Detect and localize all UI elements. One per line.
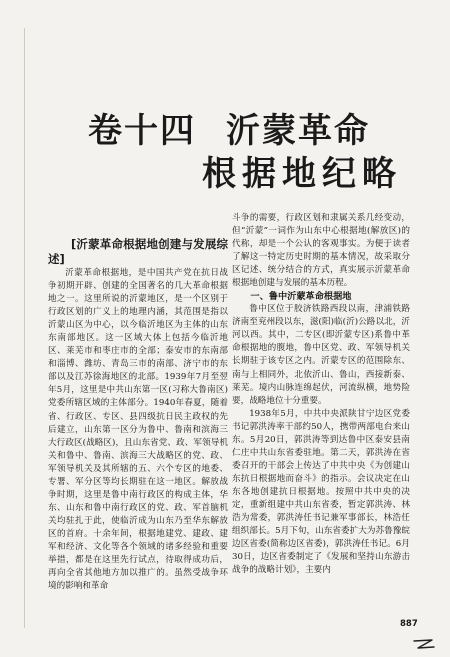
chapter-title-line-1: [88, 103, 370, 152]
handwritten-mark-icon: [412, 638, 436, 650]
section-heading: [沂蒙革命根据地创建与发展综述]: [48, 237, 228, 266]
page-number: 887: [400, 619, 418, 629]
body-paragraph: 斗争的需要，行政区划和隶属关系几经变动，但“沂蒙”一词作为山东中心根据地(解放区)的代称，却是一个公认的客观事实。为便于读者了解这一特定历史时期的基本情况，故采取分区记述、统分结合的方式，真实展示沂蒙革命根据地创建与发展的基本历程。: [232, 213, 410, 289]
right-column: [232, 212, 410, 577]
subsection-heading: 一、鲁中沂蒙革命根据地: [250, 291, 352, 303]
chapter-title-part-1: 沂蒙革命: [226, 111, 370, 151]
chapter-number: 卷十四: [88, 111, 196, 151]
body-paragraph: 1938年5月，中共中央派陕甘宁边区党委书记郭洪涛率干部约50人，携带两部电台来山东。5月20日，郭洪涛等到达鲁中区泰安县南仁庄中共山东省委驻地。第二天，郭洪涛在省委召开的干部会上传达了中共中央《为创建山东抗日根据地而奋斗》的指示。会议决定在山东各地创建抗日根据地。按照中共中央的决定，重新组建中共山东省委，暂定郭洪涛、林浩为常委，郭洪涛任书记兼军事部长，林浩任组织部长。5月下旬，山东省委扩大为苏鲁豫皖边区省委(简称边区省委)，郭洪涛任书记。6月30日，边区省委制定了《发展和坚持山东游击战争的战略计划》，主要内: [232, 408, 410, 576]
left-column: [48, 237, 228, 593]
gutter-shadow: [24, 28, 25, 628]
chapter-title-line-2: 根据地纪略: [202, 154, 402, 194]
body-paragraph: 鲁中区位于胶济铁路西段以南，津浦铁路济南至兖州段以东，滋(阳)临(沂)公路以北，沂河以西。其中，二专区(即沂蒙专区)系鲁中革命根据地的腹地，鲁中区党、政、军领导机关长期驻于该专区之内。沂蒙专区的范围除东、南与上相同外，北依沂山、鲁山，西接新泰、莱芜。境内山脉连绵起伏，河流纵横，地势险要，战略地位十分重要。: [232, 304, 410, 406]
body-paragraph: 沂蒙革命根据地，是中国共产党在抗日战争初期开辟、创建的全国著名的几大革命根据地之一。这里所说的沂蒙地区，是一个区别于行政区划的广义上的地理内涵，其范围是指以沂蒙山区为中心，以今临沂地区为主体的山东东南部地区。这一区域大体上包括今临沂地区、莱芜市和枣庄市的全部；泰安市的东南部和淄博、潍坊、青岛三市的南部、济宁市的东部以及江苏徐海地区的北部。1939年7月至翌年5月，这里是中共山东第一区(习称大鲁南区)党委所辖区域的主体部分。1940年春夏，随着省、行政区、专区、县四级抗日民主政权的先后建立，山东第一区分为鲁中、鲁南和滨海三大行政区(战略区)，且山东省党、政、军领导机关和鲁中、鲁南、滨海三大战略区的党、政、军领导机关及其所辖的五、六个专区的地委、专署、军分区等均长期驻在这一地区。解放战争时期，这里是鲁中南行政区的构成主体，华东、山东和鲁中南行政区的党、政、军首脑机关均驻扎于此，使临沂成为山东乃至华东解放区的首府。十余年间，根据地建党、建政、建军和经济、文化等各个领域的诸多经验和重要举措，都是在这里先行试点，待取得成功后，再向全省其他地方加以推广的。虽然受战争环境的影响和革命: [48, 268, 228, 592]
